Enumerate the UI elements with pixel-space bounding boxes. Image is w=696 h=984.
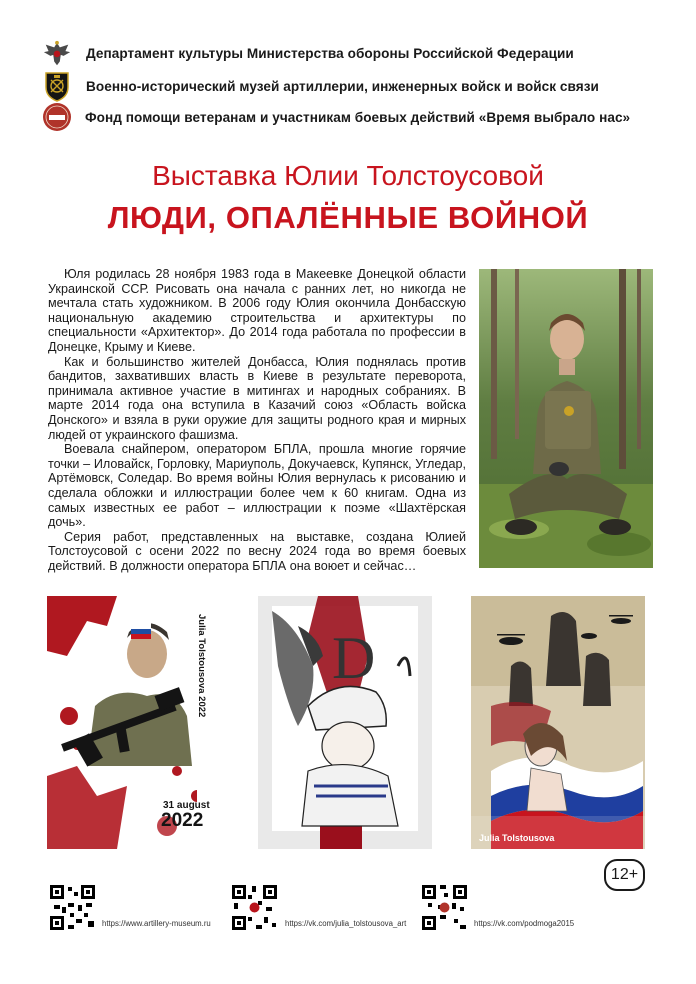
bio-paragraph: Воевала снайпером, оператором БПЛА, прошла многие горячие точки – Иловайск, Горловку, Мариуполь, Докучаевск, Купянск, Угледар, Артёмовск, Соледар. Во время войны Юлия вернулась к рисованию и сделала обложки и иллюстрации более чем к 60 книгам. Одна из самых известных ее работ – иллюстрации к поэме «Шахтёрская дочь». xyxy=(48,442,466,530)
qr-code-fund-vk[interactable] xyxy=(420,883,469,932)
qr-code-artist-vk[interactable] xyxy=(230,883,279,932)
artwork-woman-with-flag xyxy=(471,596,645,849)
exhibition-subtitle: Выставка Юлии Толстоусовой xyxy=(152,160,544,191)
bio-paragraph: Юля родилась 28 ноября 1983 года в Макеевке Донецкой области Украинской ССР. Рисовать она начала с ранних лет, но никогда не мечтала стать художником. В 2006 году Юлия окончила Донбасскую национальную академию строительства и архитектуры по специальности «Архитектор». До 2014 года работала по профессии в Донецке, Крыму и Киеве. xyxy=(48,267,466,354)
org-row-museum xyxy=(42,71,599,101)
fund-seal-icon xyxy=(43,103,71,131)
org-name: Департамент культуры Министерства обороны Российской Федерации xyxy=(86,45,574,61)
artwork-year: 2022 xyxy=(161,810,204,831)
artwork-vertical-signature: Julia Tolstousova 2022 xyxy=(196,614,207,718)
eagle-emblem-icon xyxy=(42,38,72,68)
qr-url-fund-vk[interactable]: https://vk.com/podmoga2015 xyxy=(474,919,575,928)
org-row-ministry xyxy=(42,38,574,68)
artwork-soldier-with-rifle xyxy=(47,596,221,849)
age-rating-badge: 12+ xyxy=(604,859,645,891)
org-name: Фонд помощи ветеранам и участникам боевых действий «Время выбрало нас» xyxy=(85,109,631,125)
qr-url-artist-vk[interactable]: https://vk.com/julia_tolstousova_art xyxy=(285,919,407,928)
museum-shield-icon xyxy=(42,71,72,101)
artwork-letter: D xyxy=(332,625,376,691)
artwork-soldier-with-raven xyxy=(258,596,432,849)
bio-paragraph: Серия работ, представленных на выставке, создана Юлией Толстоусовой с осени 2022 по весну 2024 года во время боевых действий. В должности оператора БПЛА она воюет и сейчас… xyxy=(48,529,466,573)
biography-text xyxy=(48,267,466,573)
artwork-date: 31 august xyxy=(163,800,210,811)
qr-url-museum[interactable]: https://www.artillery-museum.ru xyxy=(102,919,211,928)
artist-portrait-photo xyxy=(479,269,653,568)
org-row-fund xyxy=(42,103,630,131)
exhibition-title: ЛЮДИ, ОПАЛЁННЫЕ ВОЙНОЙ xyxy=(107,200,589,235)
qr-code-museum[interactable] xyxy=(48,883,97,932)
org-name: Военно-исторический музей артиллерии, инженерных войск и войск связи xyxy=(86,78,599,94)
bio-paragraph: Как и большинство жителей Донбасса, Юлия поднялась против бандитов, захвативших власть в Киеве в результате переворота, принимала активное участие в митингах и народных собраниях. В марте 2014 года она вступила в Казачий союз «Область войска Донского» и взяла в руки оружие для защиты родного края и мирных людей от украинского фашизма. xyxy=(48,354,466,442)
artwork-signature: Julia Tolstousova xyxy=(479,833,555,843)
